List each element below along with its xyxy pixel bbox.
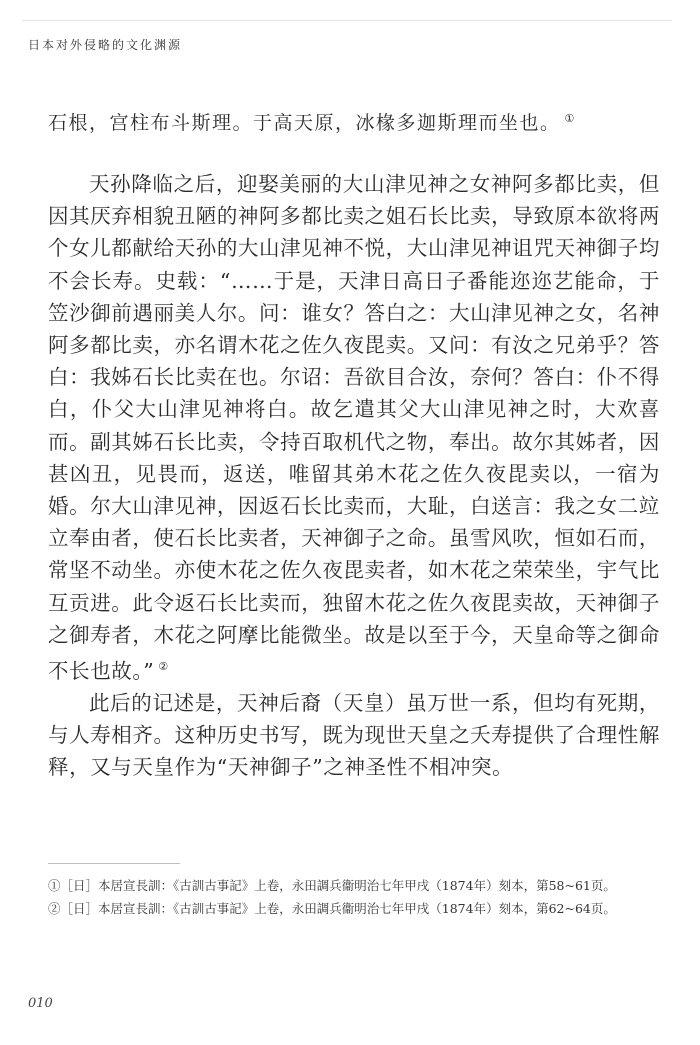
paragraph [48,687,660,784]
running-title: 日本对外侵略的文化渊源 [28,38,183,52]
page-number: 010 [28,996,53,1011]
header-rule [22,20,672,21]
paragraph-text: 此后的记述是，天神后裔（天皇）虽万世一系，但均有死期，与人寿相齐。这种历史书写，既为现世天皇之夭寿提供了合理性解释，又与天皇作为“天神御子”之神圣性不相冲突。 [48,691,660,780]
quote-continuation [48,108,576,135]
footnote-marker-1: ① [564,111,576,125]
footnote-divider [48,863,180,864]
footnote-marker-2: ② [158,660,169,674]
body-text [48,168,660,784]
quote-continuation-text: 石根，宫柱布斗斯理。于高天原，冰椽多迦斯理而坐也。 [48,112,561,134]
paragraph-text: 天孙降临之后，迎娶美丽的大山津见神之女神阿多都比卖，但因其厌弃相貌丑陋的神阿多都比卖之姐石长比卖，导致原本欲将两个女儿都献给天孙的大山津见神不悦，大山津见神诅咒天神御子均不会长寿。史载：“……于是，天津日高日子番能迩迩艺能命，于笠沙御前遇丽美人尔。问：谁女？答白之：大山津见神之女，名神阿多都比卖，亦名谓木花之佐久夜毘卖。又问：有汝之兄弟乎？答白：我姊石长比卖在也。尔诏：吾欲目合汝，奈何？答白：仆不得白，仆父大山津见神将白。故乞遣其父大山津见神之时，大欢喜而。副其姊石长比卖，令持百取机代之物，奉出。故尔其姊者，因甚凶丑，见畏而，返送，唯留其弟木花之佐久夜毘卖以，一宿为婚。尔大山津见神，因返石长比卖而，大耻，白送言：我之女二竝立奉由者，使石长比卖者，天神御子之命。虽雪风吹，恒如石而，常坚不动坐。亦使木花之佐久夜毘卖者，如木花之荣荣坐，宇气比互贡进。此令返石长比卖而，独留木花之佐久夜毘卖故，天神御子之御寿者，木花之阿摩比能微坐。故是以至于今，天皇命等之御命不长也故。” [48,172,660,683]
footnote: ①［日］本居宣長訓：《古訓古事記》上卷，永田調兵衞明治七年甲戌（1874年）刻本，第58~61页。 [48,878,616,893]
footnote: ②［日］本居宣長訓：《古訓古事記》上卷，永田調兵衞明治七年甲戌（1874年）刻本，第62~64页。 [48,901,616,916]
footnotes [48,876,660,922]
paragraph [48,168,660,687]
